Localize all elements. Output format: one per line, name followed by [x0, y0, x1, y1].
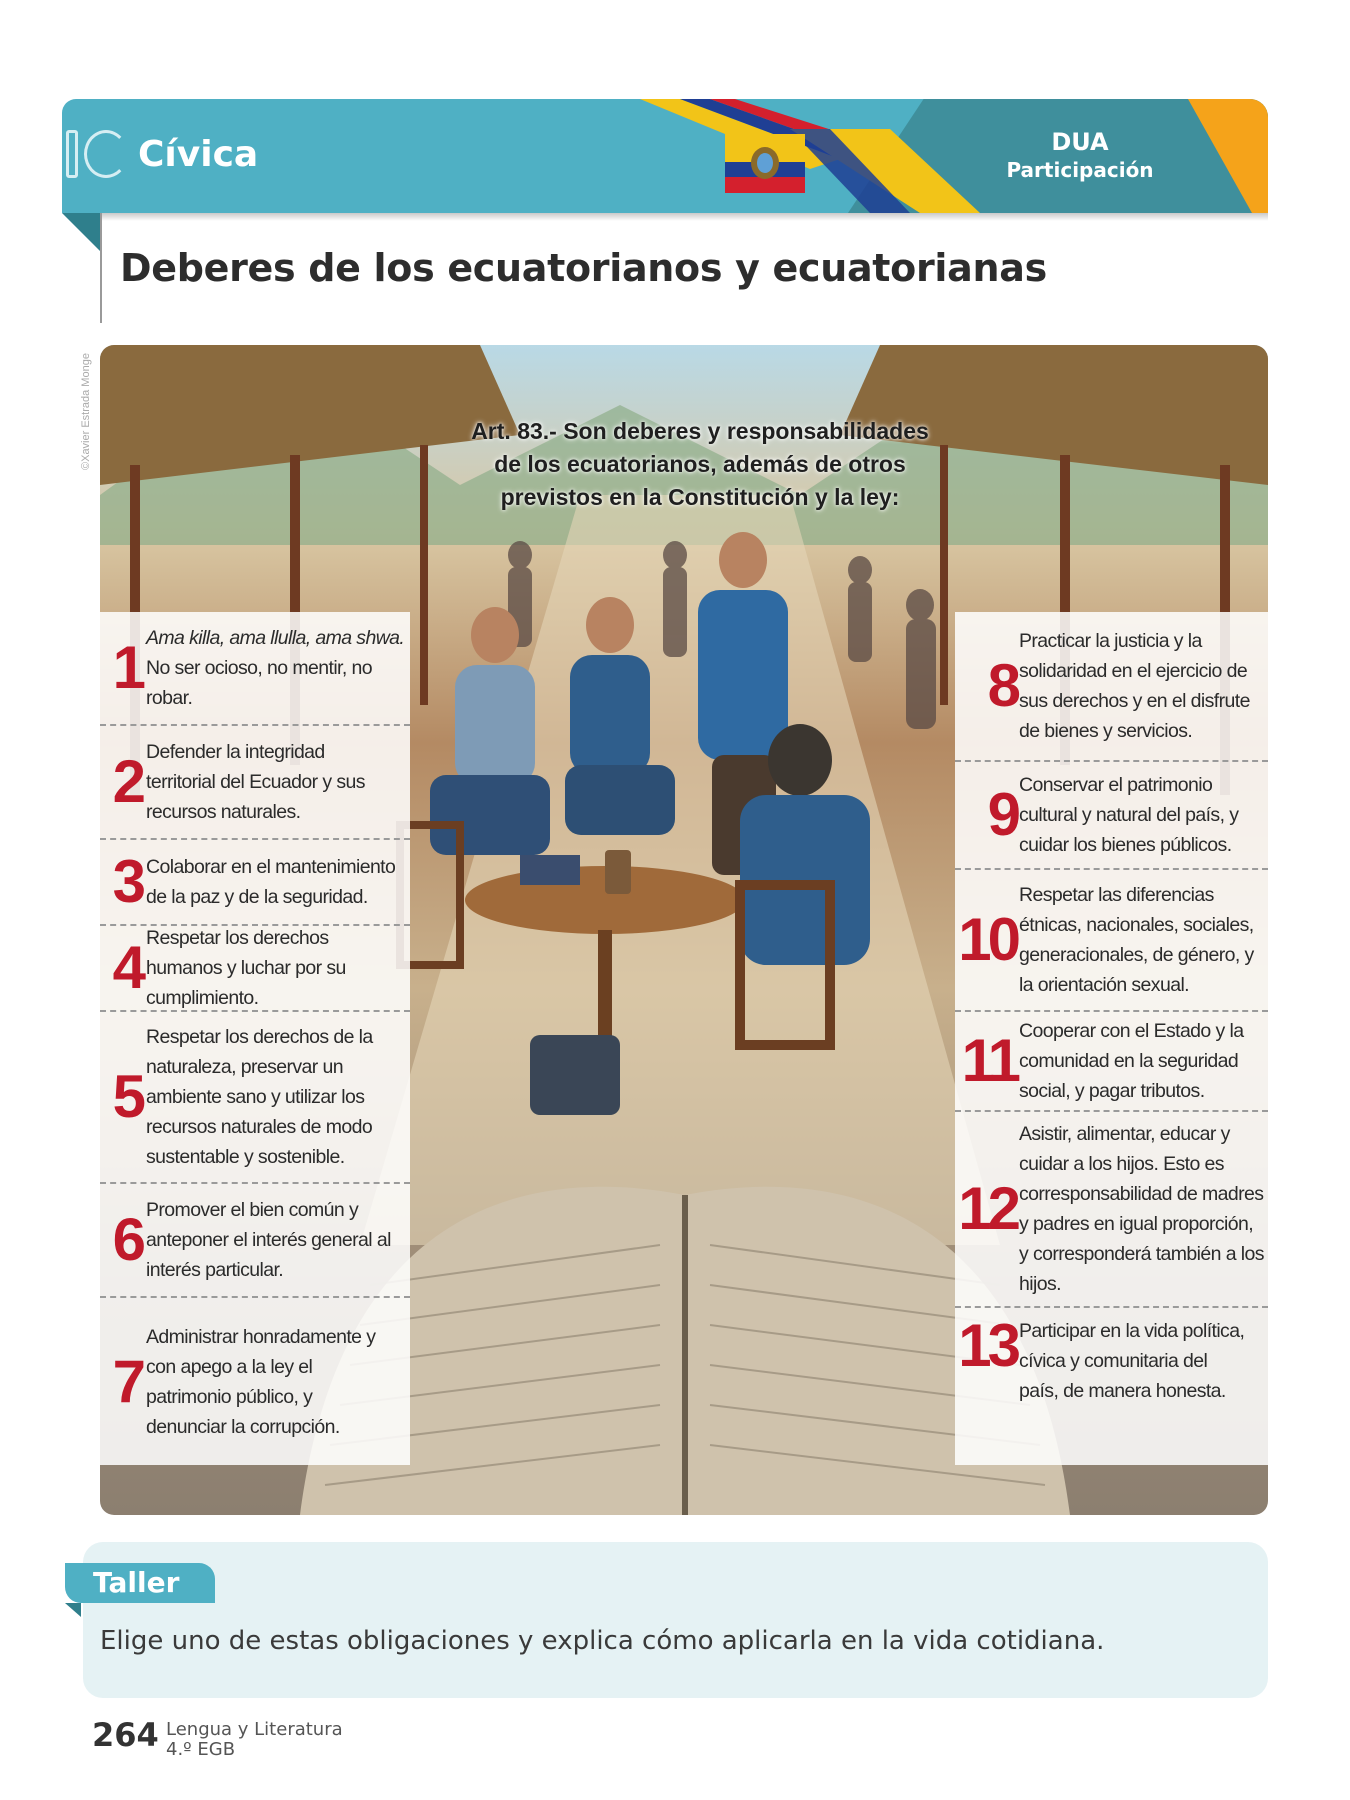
- ic-logo-icon: [64, 126, 126, 182]
- duty-number: 1: [112, 634, 142, 701]
- duty-item-5: [100, 1012, 410, 1184]
- duty-number: 9: [987, 781, 1017, 848]
- duty-number: 11: [961, 1027, 1017, 1094]
- duty-text: Respetar los derechos humanos y luchar por su cumplimiento.: [146, 927, 346, 1009]
- duty-number: 3: [112, 848, 142, 915]
- taller-label: Taller: [65, 1563, 215, 1603]
- subject-name: Lengua y Literatura: [166, 1719, 343, 1740]
- duty-number: 10: [958, 906, 1017, 973]
- duty-text: Defender la integridad territorial del Ecuador y sus recursos naturales.: [146, 741, 365, 823]
- duty-text: Administrar honradamente y con apego a la ley el patrimonio público, y denunciar la corrupción.: [146, 1325, 376, 1438]
- header-shadow: [100, 213, 1268, 221]
- grade-level: 4.º EGB: [166, 1739, 236, 1760]
- taller-prompt: Elige uno de estas obligaciones y explica cómo aplicarla en la vida cotidiana.: [100, 1626, 1105, 1656]
- section-label: Cívica: [138, 134, 259, 175]
- taller-box: [83, 1542, 1268, 1698]
- page-title: Deberes de los ecuatorianos y ecuatorianas: [120, 246, 1047, 290]
- duty-text: Colaborar en el mantenimiento de la paz y de la seguridad.: [146, 856, 396, 908]
- duty-number: 6: [112, 1206, 142, 1273]
- duty-text: Cooperar con el Estado y la comunidad en la seguridad social, y pagar tributos.: [1019, 1020, 1244, 1102]
- dua-subtitle: Participación: [1006, 158, 1154, 182]
- article-line-1: Art. 83.- Son deberes y responsabilidades: [471, 418, 929, 444]
- duty-item-6: [100, 1184, 410, 1298]
- duty-item-9: [955, 762, 1268, 870]
- article-83-heading: [440, 415, 960, 514]
- ecuador-flag-ribbon-icon: [640, 99, 980, 213]
- duty-item-4: [100, 926, 410, 1012]
- duty-item-1: [100, 612, 410, 726]
- dua-badge: [1000, 128, 1160, 182]
- duty-item-3: [100, 840, 410, 926]
- footer-subject: [166, 1720, 343, 1760]
- title-rule: [100, 213, 102, 323]
- article-line-3: previstos en la Constitución y la ley:: [500, 484, 900, 510]
- duty-text: Respetar los derechos de la naturaleza, preservar un ambiente sano y utilizar los recursos naturales de modo sustentable y sostenible.: [146, 1026, 373, 1168]
- duty-text: No ser ocioso, no mentir, no robar.: [146, 657, 372, 709]
- duty-item-13: [955, 1308, 1268, 1408]
- taller-fold: [65, 1603, 81, 1617]
- article-line-2: de los ecuatorianos, además de otros: [494, 451, 906, 477]
- duty-text: Conservar el patrimonio cultural y natural del país, y cuidar los bienes públicos.: [1019, 774, 1239, 856]
- duty-text: Participar en la vida política, cívica y comunitaria del país, de manera honesta.: [1019, 1320, 1245, 1402]
- duty-number: 5: [112, 1063, 142, 1130]
- duty-item-12: [955, 1112, 1268, 1308]
- dua-title: DUA: [1051, 128, 1109, 156]
- duty-number: 4: [112, 934, 142, 1001]
- duty-number: 8: [987, 652, 1017, 719]
- duty-item-8: [955, 612, 1268, 762]
- duty-number: 12: [958, 1175, 1017, 1242]
- duty-number: 7: [112, 1347, 142, 1415]
- duty-text: Practicar la justicia y la solidaridad en el ejercicio de sus derechos y en el disfrute de bienes y servicios.: [1019, 630, 1250, 742]
- duty-item-2: [100, 726, 410, 840]
- duty-text: Asistir, alimentar, educar y cuidar a los hijos. Esto es corresponsabilidad de madres y padres en igual proporción, y corresponderá también a los hijos.: [1019, 1123, 1264, 1295]
- duties-right-column: [955, 612, 1268, 1465]
- duty-text: Promover el bien común y anteponer el interés general al interés particular.: [146, 1199, 391, 1281]
- duty-number: 2: [112, 748, 142, 815]
- duty-item-7: [100, 1298, 410, 1465]
- page-number: 264: [92, 1716, 159, 1754]
- duty-item-10: [955, 870, 1268, 1012]
- duty-item-11: [955, 1012, 1268, 1112]
- duties-left-column: [100, 612, 410, 1465]
- duty-italic-quote: Ama killa, ama llulla, ama shwa.: [146, 627, 405, 649]
- duty-number: 13: [958, 1312, 1017, 1379]
- header-fold: [62, 213, 102, 253]
- image-credit: ©Xavier Estrada Monge: [80, 353, 92, 470]
- duty-text: Respetar las diferencias étnicas, nacionales, sociales, generacionales, de género, y la orientación sexual.: [1019, 884, 1254, 996]
